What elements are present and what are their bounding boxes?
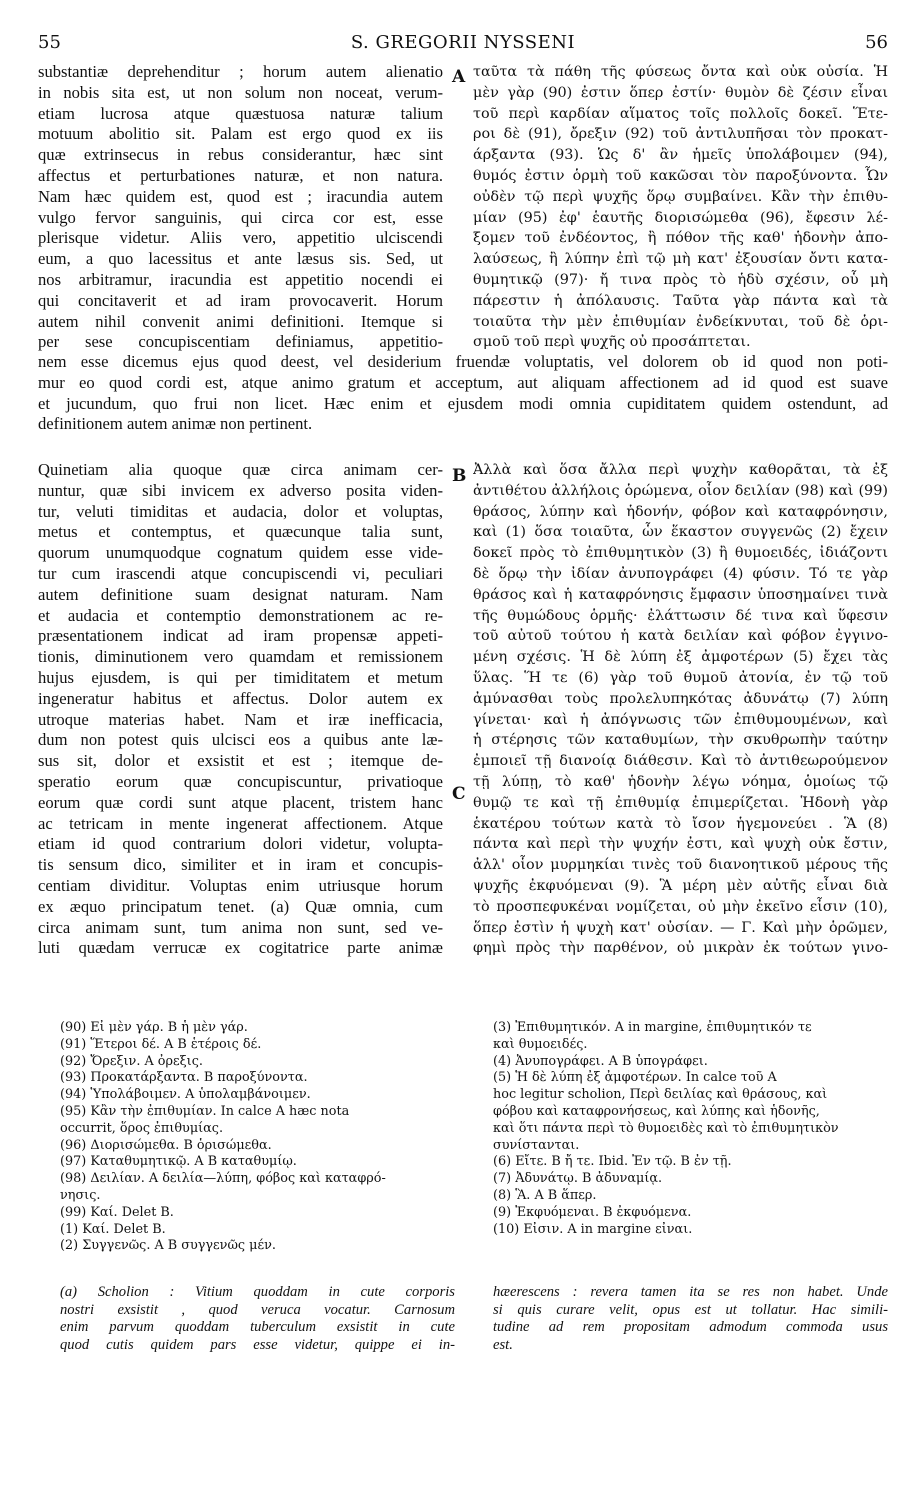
text-line: θυμῷ τε καὶ τῇ ἐπιθυμίᾳ ἐπιμερίζεται. Ἡδονὴ γὰρ <box>473 794 888 811</box>
text-line: πάντα καὶ περὶ τὴν ψυχήν ἐστι, καὶ ψυχὴ οὐκ ἔστιν, <box>473 836 888 853</box>
text-line: metus et contemptus, et quæcunque talia sunt, <box>38 522 443 542</box>
text-line: tionis, diminutionem vero quamdam et remissionem <box>38 647 443 667</box>
text-line: οὐδὲν τῷ περὶ ψυχῆς ὅρῳ συμβαίνει. Κἂν τὴν ἐπιθυ- <box>473 188 888 205</box>
scholion-line: nostri exsistit , quod veruca vocatur. Carnosum <box>60 1301 455 1318</box>
text-line: quæ extrinsecus in rebus considerantur, hæc sint <box>38 145 443 165</box>
footnote-line: (8) Ἃ. A B ἅπερ. <box>493 1187 597 1203</box>
footnote-line: καὶ ὅτι πάντα περὶ τὸ θυμοειδὲς καὶ τὸ ἐπιθυμητικὸν <box>493 1120 839 1136</box>
text-line: λαύσεως, ἢ λύπην ἐπὶ τῷ μὴ κατ' ἐξουσίαν ὄντι κατα- <box>473 251 888 268</box>
text-line: μένη σχέσις. Ἡ δὲ λύπη ἐξ ἀμφοτέρων (5) ἔχει τὰς <box>473 649 888 666</box>
running-header <box>38 26 888 56</box>
footnote-line: (9) Ἐκφυόμεναι. B ἐκφυόμενα. <box>493 1204 692 1220</box>
footnote-line: (93) Προκατάρξαντα. B παροξύνοντα. <box>60 1070 308 1086</box>
scholion-line: tudine ad rem propositam admodum commoda usus <box>493 1319 888 1336</box>
text-line: et jucundum, quo frui non licet. Hæc enim et ejusdem modi omnia cupiditatem quidem ostendunt, ad <box>38 393 888 413</box>
text-line: et audacia et contemptio demonstrationem ac re- <box>38 605 443 625</box>
text-line: tis sensum dico, similiter et in iram et concupis- <box>38 855 443 875</box>
text-line: autem definitione suam designat naturam. Nam <box>38 584 443 604</box>
footnote-line: (94) Ὑπολάβοιμεν. A ὑπολαμβάνοιμεν. <box>60 1087 311 1103</box>
text-line: ἀμύνασθαι τοὺς προλελυπηκότας ἀδυνάτῳ (7) λύπη <box>473 690 888 707</box>
text-line: θυμητικῷ (97)· ἤ τινα πρὸς τὸ ἡδὺ σχέσιν, οὗ μὴ <box>473 271 888 288</box>
text-line: πάρεστιν ἡ ἀπόλαυσις. Ταῦτα γὰρ πάντα καὶ τὰ <box>473 292 888 309</box>
text-line: speratio eorum quæ concupiscuntur, privatioque <box>38 771 443 791</box>
text-line: sus sit, dolor et exsistit et est ; itemque de- <box>38 751 443 771</box>
scholion-line: est. <box>493 1336 513 1353</box>
footnote-line: (5) Ἡ δὲ λύπη ἐξ ἀμφοτέρων. In calce τοῦ A <box>493 1070 777 1086</box>
footnote-line: (7) Ἀδυνάτῳ. B ἀδυναμίᾳ. <box>493 1171 663 1187</box>
footnote-line: hoc legitur scholion, Περὶ δειλίας καὶ θράσους, καὶ <box>493 1087 828 1103</box>
text-line: centiam dividitur. Voluptas enim utriusque horum <box>38 875 443 895</box>
section-2 <box>38 460 888 980</box>
text-line: ὕλας. Ἥ τε (6) γὰρ τοῦ θυμοῦ ἀτονία, ἐν τῷ τοῦ <box>473 669 888 686</box>
text-line: etiam id quod contrarium dolori videtur, volupta- <box>38 834 443 854</box>
right-page-number: 56 <box>865 32 888 53</box>
section-1-full-width <box>38 352 888 452</box>
footnotes <box>38 1020 888 1270</box>
text-line: τῇ λύπῃ, τὸ καθ' ἡδονὴν λέγω νόημα, ὁμοίως τῷ <box>473 773 888 790</box>
footnote-line: (3) Ἐπιθυμητικόν. A in margine, ἐπιθυμητικόν τε <box>493 1020 812 1035</box>
text-line: ἀντιθέτου ἀλλήλοις ὁρώμενα, οἷον δειλίαν (98) καὶ (99) <box>473 482 888 499</box>
scholion-line: si quis curare velit, opus est ut tollatur. Hac simili- <box>493 1301 888 1318</box>
text-line: μὲν γὰρ (90) ἐστιν ὅπερ ἐστίν· θυμὸν δὲ ζέσιν εἶναι <box>473 84 888 101</box>
footnote-line: (1) Καί. Delet B. <box>60 1221 166 1237</box>
text-line: quorum unumquodque cognatum quidem esse vide- <box>38 543 443 563</box>
text-line: γίνεται· καὶ ἡ ἀπόγνωσις τῶν ἐπιθυμουμένων, καὶ <box>473 711 888 728</box>
text-line: δὲ ὅρῳ τὴν ἰδίαν ἀνυπογράφει (4) φύσιν. Τό τε γὰρ <box>473 565 888 582</box>
text-line: per sese concupiscentiam definiamus, appetitio- <box>38 332 443 352</box>
text-line: in nobis sita est, ut non solum non noceat, verum- <box>38 82 443 102</box>
text-line: θυμός ἐστιν ὁρμὴ τοῦ κακῶσαι τὸν παροξύνοντα. Ὧν <box>473 167 888 184</box>
scholion <box>38 1284 888 1374</box>
text-line: plerisque videtur. Aliis vero, appetitio ulciscendi <box>38 228 443 248</box>
margin-marker-a: A <box>452 67 466 87</box>
text-line: θράσος, λύπην καὶ ἡδονήν, φόβον καὶ καταφρόνησιν, <box>473 503 888 520</box>
text-line: hujus ejusdem, is qui per timiditatem et metum <box>38 667 443 687</box>
text-line: vulgo fervor sanguinis, qui circa cor est, esse <box>38 207 443 227</box>
text-line: tur, veluti timiditas et audacia, dolor et voluptas, <box>38 501 443 521</box>
margin-marker-c: C <box>452 784 466 804</box>
footnote-line: (4) Ἀνυπογράφει. A B ὑπογράφει. <box>493 1053 708 1069</box>
text-line: τῆς θυμώδους ὁρμῆς· ἐλάττωσιν δέ τινα καὶ ὕφεσιν <box>473 607 888 624</box>
scholion-right <box>493 1284 888 1354</box>
footnote-line: (6) Εἴτε. B ἤ τε. Ibid. Ἐν τῷ. B ἐν τῇ. <box>493 1154 732 1170</box>
text-line: ὅπερ ἐστὶν ἡ ψυχὴ κατ' οὐσίαν. — Γ. Καὶ μὴν ὁρῶμεν, <box>473 919 888 936</box>
text-line: nos arbitramur, iracundia est appetitio nocendi ei <box>38 269 443 289</box>
footnote-line: (97) Καταθυμητικῷ. A B καταθυμίῳ. <box>60 1154 297 1170</box>
text-line: affectus et perturbationes naturæ, et non natura. <box>38 165 443 185</box>
footnote-line: (96) Διορισώμεθα. B ὁρισώμεθα. <box>60 1137 272 1153</box>
scholion-line: hæerescens : revera tamen ita se res non habet. Unde <box>493 1284 888 1300</box>
text-line: δοκεῖ πρὸς τὸ ἐπιθυμητικὸν (3) ἢ θυμοειδές, ἰδιάζοντι <box>473 545 888 562</box>
text-line: ingeneratur habitus et affectus. Dolor autem ex <box>38 688 443 708</box>
left-page-number: 55 <box>38 32 61 53</box>
footnote-line: συνίστανται. <box>493 1137 580 1153</box>
running-title: S. GREGORII NYSSENI <box>350 32 576 53</box>
section-1 <box>38 56 888 352</box>
text-line: utroque materias habet. Nam et iræ inefficacia, <box>38 709 443 729</box>
footnote-line: occurrit, ὅρος ἐπιθυμίας. <box>60 1120 224 1136</box>
scholion-line: quod cutis quidem pars esse videtur, quippe ei in- <box>60 1336 455 1353</box>
footnote-line: καὶ θυμοειδές. <box>493 1036 588 1052</box>
text-line: ξομεν τοῦ ἐνδέοντος, ἢ πόθον τῆς καθ' ἡδονὴν ἀπο- <box>473 230 888 247</box>
footnote-line: (98) Δειλίαν. A δειλία—λύπη, φόβος καὶ καταφρό- <box>60 1171 386 1187</box>
text-line: τοῦ αὐτοῦ τούτου ἡ κατὰ δειλίαν καὶ φόβον ἐγγινο- <box>473 628 888 645</box>
text-line: τοιαῦτα τὴν μὲν ἐπιθυμίαν ἐνδείκνυται, τοῦ δὲ ὁρι- <box>473 313 888 330</box>
text-line: μίαν (95) ἐφ' ἑαυτῆς διορισώμεθα (96), ἔφεσιν λέ- <box>473 209 888 226</box>
text-line: τὸ προσπεφυκέναι νομίζεται, οὐ μὴν ἐκεῖνο εἶσιν (10), <box>473 898 888 915</box>
page <box>38 26 888 1374</box>
text-line: ροι δὲ (91), ὄρεξιν (92) τοῦ ἀντιλυπῆσαι τὸν προκατ- <box>473 126 888 143</box>
text-line: præsentationem indicat ad iram propensæ appeti- <box>38 626 443 646</box>
text-line: Quinetiam alia quoque quæ circa animam cer- <box>38 460 443 479</box>
text-line: Ἀλλὰ καὶ ὅσα ἄλλα περὶ ψυχὴν καθορᾶται, τὰ ἐξ <box>473 462 888 478</box>
text-line: definitionem autem animæ non pertinent. <box>38 414 313 434</box>
text-line: φημὶ πρὸς τὴν παρθένον, οὐ μικρὰν ἐκ τούτων γινο- <box>473 940 888 957</box>
text-line: τοῦ περὶ καρδίαν αἵματος τοῖς πολλοῖς δοκεῖ. Ἕτε- <box>473 105 888 122</box>
text-line: ψυχῆς ἐκφυόμεναι (9). Ἃ μέρη μὲν αὐτῆς εἶναι διὰ <box>473 877 888 894</box>
footnote-line: (90) Εἰ μὲν γάρ. B ἡ μὲν γάρ. <box>60 1020 248 1035</box>
text-line: qui concitaverit et ad iram provocaverit. Horum <box>38 290 443 310</box>
text-line: σμοῦ τοῦ περὶ ψυχῆς οὐ προσάπτεται. <box>473 334 751 351</box>
footnotes-left <box>60 1020 455 1255</box>
text-line: ἡ στέρησις τῶν καταθυμίων, τὴν σκυθρωπὴν ταύτην <box>473 732 888 749</box>
footnote-line: (2) Συγγενῶς. A B συγγενῶς μέν. <box>60 1238 276 1254</box>
text-line: ex æquo principatum tenet. (a) Quæ omnia, cum <box>38 896 443 916</box>
latin-full-width-text <box>38 352 888 435</box>
footnote-line: νησις. <box>60 1187 101 1203</box>
text-line: θράσος καὶ ἡ καταφρόνησις ἔμφασιν ὑποσημαίνει τινὰ <box>473 586 888 603</box>
text-line: ac tetricam in mente ingenerat affectionem. Atque <box>38 813 443 833</box>
text-line: ἀλλ' οἷον μυρμηκίαι τινὲς τοῦ διανοητικοῦ μέρους τῆς <box>473 857 888 874</box>
text-line: circa animam sunt, tum anima non sunt, sed ve- <box>38 917 443 937</box>
text-line: mur eo quod cordi est, atque animo gratum et acceptum, aut aliquam affectionem ad id quod est suave <box>38 372 888 392</box>
text-line: substantiæ deprehenditur ; horum autem alienatio <box>38 62 443 81</box>
greek-column <box>473 62 888 353</box>
footnote-line: (92) Ὄρεξιν. A ὀρεξις. <box>60 1053 203 1069</box>
text-line: ταῦτα τὰ πάθη τῆς φύσεως ὄντα καὶ οὐκ οὐσία. Ἡ <box>473 64 888 80</box>
text-line: tur cum irascendi atque concupiscendi vi, peculiari <box>38 563 443 583</box>
text-line: eorum quæ cordi sunt atque placent, tristem hanc <box>38 792 443 812</box>
scholion-line: (a) Scholion : Vitium quoddam in cute corporis <box>60 1284 455 1300</box>
text-line: καὶ (1) ὅσα τοιαῦτα, ὧν ἕκαστον συγγενῶς (2) ἔχειν <box>473 524 888 541</box>
text-line: luti quædam verrucæ ex cogitatrice parte animæ <box>38 938 443 958</box>
text-line: nuntur, quæ sibi invicem ex adverso posita viden- <box>38 480 443 500</box>
text-line: Nam hæc quidem est, quod est ; iracundia autem <box>38 186 443 206</box>
footnote-line: φόβου καὶ καταφρονήσεως, καὶ λύπης καὶ ἡδονῆς, <box>493 1103 820 1119</box>
text-line: motuum abolitio sit. Palam est ergo quod ex iis <box>38 124 443 144</box>
text-line: nem esse dicemus ejus quod deest, vel desiderium fruendæ voluptatis, vel dolorem ob id quod non poti- <box>38 352 888 371</box>
text-line: ἑκατέρου τούτων κατὰ τὸ ἴσον ἡγεμονεύει . Ἃ (8) <box>473 815 888 832</box>
footnote-line: (10) Εἶσιν. A in margine εἶναι. <box>493 1221 693 1237</box>
text-line: eum, a quo lacessitus et ante læsus sis. Sed, ut <box>38 249 443 269</box>
scholion-line: enim parvum quoddam tuberculum exsistit in cute <box>60 1319 455 1336</box>
footnote-line: (95) Κἂν τὴν ἐπιθυμίαν. In calce A hæc nota <box>60 1103 350 1119</box>
text-line: ἐμποιεῖ τῇ διανοίᾳ διάθεσιν. Καὶ τὸ ἀντιθεωρούμενον <box>473 753 888 770</box>
scholion-left <box>60 1284 455 1354</box>
text-line: άρξαντα (93). Ὡς δ' ἂν ἡμεῖς ὑπολάβοιμεν (94), <box>473 147 888 164</box>
text-line: autem nihil convenit animi definitioni. Itemque si <box>38 311 443 331</box>
text-line: etiam lucrosa atque quæstuosa naturæ talium <box>38 103 443 123</box>
latin-column <box>38 62 443 353</box>
footnote-line: (99) Καί. Delet B. <box>60 1204 174 1220</box>
footnote-line: (91) Ἕτεροι δέ. A B ἑτέροις δέ. <box>60 1036 262 1052</box>
margin-marker-b: B <box>452 466 467 486</box>
text-line: dum non potest quis ulcisci eos a quibus ante læ- <box>38 730 443 750</box>
latin-column <box>38 460 443 959</box>
footnotes-right <box>493 1020 888 1238</box>
greek-column <box>473 460 888 959</box>
